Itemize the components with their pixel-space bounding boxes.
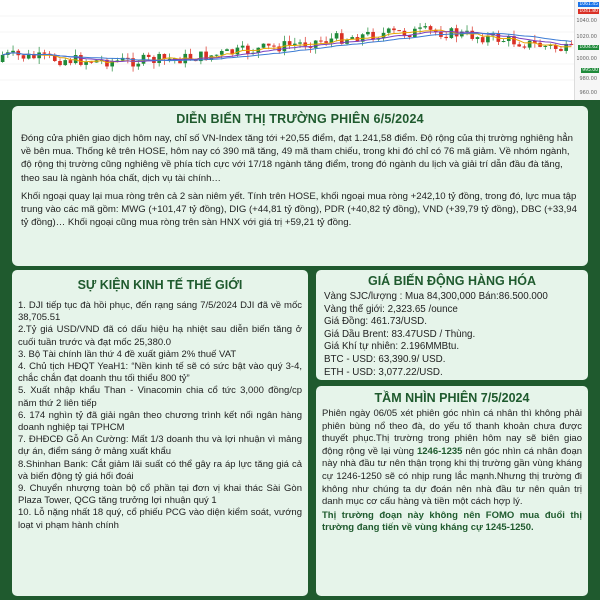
candle-body bbox=[1, 55, 5, 62]
list-item: 4. Chủ tịch HĐQT YeaH1: “Nền kinh tế sẽ có sức bật vào quý 3-4, chắc chắn đạt doanh thu tối thiểu 800 tỷ” bbox=[18, 361, 302, 385]
candle-body bbox=[298, 42, 302, 43]
market-paragraph-index: Đóng cửa phiên giao dịch hôm nay, chỉ số VN-Index tăng tới +20,55 điểm, đạt 1.241,58 điểm. Độ rộng của thị trường nghiêng hẳn về bên mua. Thống kê trên HOSE, hôm nay có 390 mã tăng, 49 mã tham chiếu, trong khi đó chỉ có 76 mã giảm. Về nhóm ngành, độ rộng thị trường cũng nghiêng về phía tích cực với 17/18 ngành tăng điểm, trong đó ngành du lịch và giải trí dẫn đầu đà tăng, theo sau là ngành hóa chất, dịch vụ tài chính… bbox=[21, 133, 573, 184]
outlook-text bbox=[322, 408, 582, 509]
axis-tick: 1020.00 bbox=[576, 34, 597, 40]
candle-body bbox=[241, 46, 245, 48]
axis-tick: 1000.00 bbox=[576, 56, 597, 62]
commodity-row: Giá Khí tự nhiên: 2.196MMBtu. bbox=[324, 341, 460, 353]
candle-body bbox=[272, 46, 276, 47]
candle-body bbox=[43, 52, 47, 53]
commodity-prices-panel bbox=[316, 270, 588, 380]
candle-body bbox=[267, 44, 271, 46]
axis-tick: 980.00 bbox=[579, 76, 597, 82]
candle-body bbox=[366, 32, 370, 34]
outlook-text-a: Phiên ngày 06/05 xét phiên góc nhìn cá nhân thì không phải phiên bùng nổ theo đà, do yếu tố thanh khoản chưa được thuyết phục.Thị trường trong phiên hôm nay sẽ biên giao động rộng về lại vùng bbox=[322, 408, 582, 457]
candle-body bbox=[387, 28, 391, 32]
candle-body bbox=[288, 41, 292, 45]
commodity-row: Vàng SJC/lượng : Mua 84,300,000 Bán:86.500.000 bbox=[324, 291, 548, 302]
outlook-title: TẦM NHÌN PHIÊN 7/5/2024 bbox=[374, 391, 530, 405]
candle-body bbox=[204, 52, 208, 60]
candle-body bbox=[236, 48, 240, 55]
candle-body bbox=[293, 44, 297, 45]
candle-body bbox=[22, 55, 26, 58]
commodity-title: GIÁ BIẾN ĐỘNG HÀNG HÓA bbox=[367, 274, 537, 288]
candle-body bbox=[413, 29, 417, 37]
candle-body bbox=[559, 49, 563, 51]
market-paragraph-foreign: Khối ngoại quay lại mua ròng trên cả 2 sàn niêm yết. Tính trên HOSE, khối ngoại mua ròng +242,10 tỷ đồng, trong đó, lực mua tập trung vào các mã gồm: MWG (+101,47 tỷ đồng), DIG (+44,81 tỷ đồng), PDR (+40,82 tỷ đồng), VND (+39,79 tỷ đồng), DBC (+33,94 tỷ đồng)… Khối ngoại cũng mua ròng trên sàn HNX với giá trị +59,21 tỷ đồng. bbox=[21, 190, 577, 229]
outlook-conclusion: Thị trường đoạn này không nên FOMO mua đuổi thị trường đang tiến về vùng kháng cự 1245-1250. bbox=[322, 509, 582, 534]
commodity-row: Vàng thế giới: 2,323.65 /ounce bbox=[324, 303, 458, 315]
candle-body bbox=[319, 41, 323, 42]
price-axis bbox=[574, 0, 600, 100]
candle-body bbox=[84, 62, 88, 65]
market-title: DIỄN BIẾN THỊ TRƯỜNG PHIÊN 6/5/2024 bbox=[176, 112, 424, 126]
candle-body bbox=[444, 37, 448, 38]
candle-body bbox=[58, 61, 62, 65]
axis-tick: 960.00 bbox=[579, 90, 597, 96]
candle-body bbox=[63, 60, 67, 65]
market-summary-panel bbox=[12, 106, 588, 266]
candle-body bbox=[220, 51, 224, 55]
outlook-panel bbox=[316, 386, 588, 596]
price-tag: 1041.80 bbox=[579, 9, 598, 14]
candle-body bbox=[157, 54, 161, 63]
price-tag: 995.00 bbox=[582, 68, 598, 73]
candle-body bbox=[465, 31, 469, 32]
commodity-row: BTC - USD: 63,390.9/ USD. bbox=[324, 353, 446, 365]
candle-body bbox=[11, 51, 15, 53]
candle-body bbox=[392, 28, 396, 30]
candle-body bbox=[142, 55, 146, 64]
candle-body bbox=[371, 32, 375, 40]
axis-tick: 1040.00 bbox=[576, 18, 597, 24]
candle-body bbox=[147, 55, 151, 57]
candle-body bbox=[517, 44, 521, 46]
support-zone: 1246-1235 bbox=[416, 445, 463, 457]
candle-body bbox=[528, 41, 532, 48]
candle-body bbox=[481, 37, 485, 42]
list-item: 9. Chuyển nhượng toàn bộ cổ phần tại đơn vị khai thác Sài Gòn Plaza Tower, QCG tăng trưởng lợi nhuận quý 1 bbox=[18, 483, 302, 507]
commodity-row: Giá Đồng: 461.73/USD. bbox=[324, 316, 427, 328]
candle-body bbox=[418, 27, 422, 28]
candle-body bbox=[476, 37, 480, 39]
candle-body bbox=[543, 46, 547, 47]
world-events-panel bbox=[12, 270, 308, 596]
candle-body bbox=[89, 62, 93, 63]
candle-body bbox=[397, 30, 401, 31]
candle-body bbox=[324, 41, 328, 43]
price-tag: 1004.62 bbox=[579, 45, 598, 50]
price-tag: 1061.45 bbox=[579, 2, 598, 7]
list-item: 2.Tỷ giá USD/VND đã có dấu hiệu hạ nhiệt sau diễn biến tăng ở cuối tuần trước và đạt mốc 25,380.0 bbox=[18, 324, 302, 348]
list-item: 1. DJI tiếp tục đà hồi phục, đến rạng sáng 7/5/2024 DJI đã về mốc 38,705.51 bbox=[18, 300, 302, 324]
list-item: 7. ĐHĐCĐ Gỗ An Cường: Mất 1/3 doanh thu và lợi nhuận vì mảng dự án, điểm sáng ở mảng xuất khẩu bbox=[18, 434, 302, 458]
commodity-row: Giá Dầu Brent: 83.47USD / Thùng. bbox=[324, 328, 476, 340]
candle-body bbox=[335, 33, 339, 38]
chart-canvas bbox=[0, 0, 574, 100]
candle-body bbox=[450, 28, 454, 38]
list-item: 5. Xuất nhập khẩu Than - Vinacomin chia cổ tức 3,000 đồng/cp năm thứ 2 liên tiếp bbox=[18, 385, 302, 409]
candle-body bbox=[502, 41, 506, 42]
events-title: SỰ KIỆN KINH TẾ THẾ GIỚI bbox=[77, 278, 243, 292]
outlook-text-b: nên góc nhìn cá nhân đoạn này nhà đầu tư nên thận trọng khi thị trường gần vùng kháng cự 1246-1250 sẽ có nhịp rung lắc mạnh.Nhưng thị trường đi không như chúng ta dự đoán nên nhà đầu tư nên quản trị danh mục cơ cấu hàng và tiền một cách hợp lý. bbox=[322, 445, 583, 508]
candle-body bbox=[429, 26, 433, 30]
candle-body bbox=[262, 44, 266, 48]
commodity-row: ETH - USD: 3,077.22/USD. bbox=[324, 366, 443, 378]
list-item: 3. Bộ Tài chính lần thứ 4 đề xuất giảm 2% thuế VAT bbox=[18, 348, 237, 360]
candle-body bbox=[523, 46, 527, 47]
list-item: 10. Lỗ nặng nhất 18 quý, cổ phiếu PCG vào diện kiểm soát, vướng loạt vi phạm hành chính bbox=[18, 507, 302, 531]
events-list bbox=[18, 300, 302, 532]
candle-body bbox=[225, 49, 229, 51]
list-item: 6. 174 nghìn tỷ đã giải ngân theo chương trình kết nối ngân hàng doanh nghiệp tại TPHCM bbox=[18, 409, 302, 434]
candle-body bbox=[69, 60, 73, 63]
candle-body bbox=[423, 26, 427, 27]
candle-body bbox=[215, 55, 219, 56]
candle-body bbox=[246, 46, 250, 54]
candle-body bbox=[136, 64, 140, 67]
candlestick-chart bbox=[0, 0, 600, 100]
list-item: 8.Shinhan Bank: Cắt giảm lãi suất có thể gây ra áp lực tăng giá cả và biến động tỷ giá hối đoái bbox=[18, 458, 302, 482]
